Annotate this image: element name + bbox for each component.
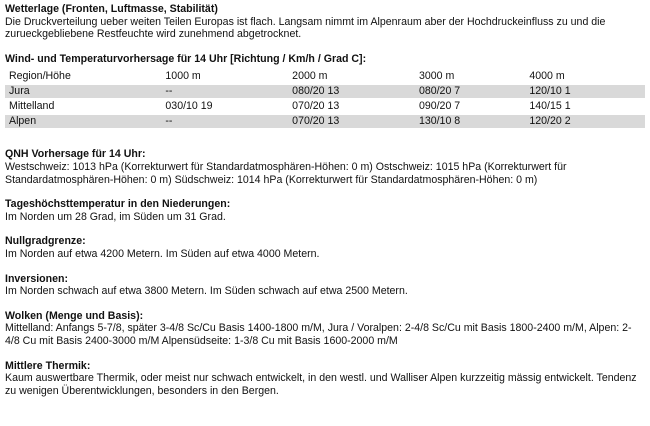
wolken-text: Mittelland: Anfangs 5-7/8, später 3-4/8 Sc/Cu Basis 1400-1800 m/M, Jura / Voralpen: 2-4/8 Sc/Cu mit Basis 1800-2400 m/M, Alpen: 2-4/8 Cu mit Basis 2400-3000 m/M Alpensüdseite: 1-3/8 Cu mit Basis 1600-2000 m/M (5, 322, 632, 347)
wetterlage-text: Die Druckverteilung ueber weiten Teilen Europas ist flach. Langsam nimmt im Alpenraum aber der Hochdruckeinfluss zu und die zurueckgebliebene Restfeuchte wird zunehmend abgetrocknet. (5, 15, 606, 41)
thermik-section (5, 360, 645, 398)
qnh-section (5, 148, 645, 186)
qnh-text: Westschweiz: 1013 hPa (Korrekturwert für Standardatmosphären-Höhen: 0 m) Ostschweiz: 1015 hPa (Korrekturwert für Standardatmosphären-Höhen: 0 m) Südschweiz: 1014 hPa (Korrekturwert für Standardatmosphären-Höhen: 0 m) (5, 160, 567, 186)
table-cell: 090/20 7 (418, 100, 461, 113)
table-cell: Mittelland (9, 100, 55, 113)
table-cell: 080/20 7 (415, 85, 525, 98)
wind-header-cell: 4000 m (529, 70, 565, 83)
thermik-text: Kaum auswertbare Thermik, oder meist nur schwach entwickelt, in den westl. und Walliser Alpen kurzzeitig mässig entwickelt. Tendenz zu wenigen Überentwicklungen, besonders in den Bergen. (5, 372, 637, 397)
wind-header-cell: 2000 m (292, 70, 328, 83)
table-cell: -- (161, 85, 288, 98)
table-cell: Jura (5, 85, 161, 98)
table-cell: 120/20 2 (525, 115, 645, 128)
table-cell: 070/20 13 (288, 115, 415, 128)
wolken-section (5, 310, 645, 348)
nullgrad-heading: Nullgradgrenze: (5, 235, 86, 248)
table-row (5, 115, 645, 128)
thermik-heading: Mittlere Thermik: (5, 359, 91, 372)
inversionen-heading: Inversionen: (5, 272, 68, 285)
wind-header-cell: Region/Höhe (9, 70, 71, 83)
inversionen-section (5, 273, 645, 298)
table-cell: Alpen (5, 115, 161, 128)
table-cell: 120/10 1 (525, 85, 645, 98)
wetterlage-heading: Wetterlage (Fronten, Luftmasse, Stabilität) (5, 3, 218, 15)
wind-heading: Wind- und Temperaturvorhersage für 14 Uhr [Richtung / Km/h / Grad C]: (5, 52, 367, 65)
table-cell: 140/15 1 (529, 100, 571, 113)
table-cell: 080/20 13 (288, 85, 415, 98)
table-cell: 070/20 13 (292, 100, 340, 113)
nullgrad-section (5, 235, 645, 260)
temp-heading: Tageshöchsttemperatur in den Niederungen: (5, 198, 231, 211)
table-cell: 130/10 8 (415, 115, 525, 128)
table-cell: 030/10 19 (165, 100, 213, 113)
nullgrad-text: Im Norden auf etwa 4200 Metern. Im Süden auf etwa 4000 Metern. (5, 247, 320, 260)
wind-section (5, 53, 645, 131)
qnh-heading: QNH Vorhersage für 14 Uhr: (5, 148, 146, 161)
table-row (5, 85, 645, 98)
wetterlage-section (5, 3, 645, 41)
temp-text: Im Norden um 28 Grad, im Süden um 31 Grad. (5, 210, 226, 223)
temp-section (5, 198, 645, 223)
wind-header-cell: 3000 m (418, 70, 455, 83)
table-row (5, 100, 645, 113)
wolken-heading: Wolken (Menge und Basis): (5, 309, 144, 322)
inversionen-text: Im Norden schwach auf etwa 3800 Metern. Im Süden schwach auf etwa 2500 Metern. (5, 285, 408, 298)
wind-header-cell: 1000 m (165, 70, 201, 83)
wind-table-header (5, 70, 645, 83)
wind-table (5, 68, 645, 130)
table-cell: -- (161, 115, 288, 128)
